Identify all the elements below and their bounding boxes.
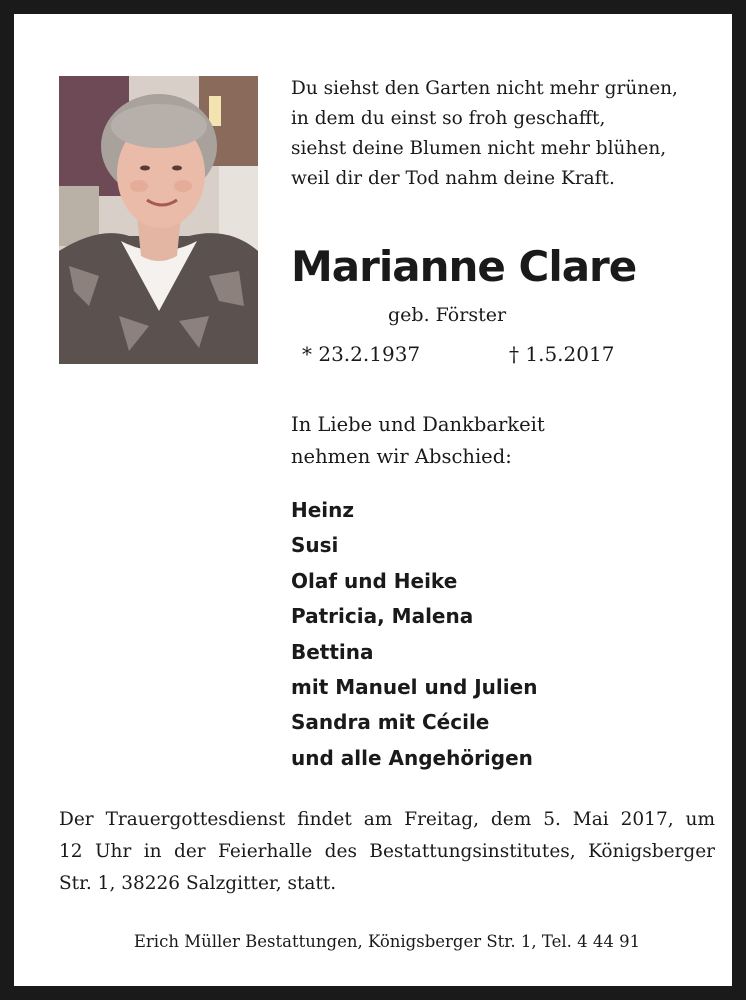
service-announcement	[59, 804, 715, 900]
birth-date: * 23.2.1937	[302, 342, 421, 366]
farewell-line: nehmen wir Abschied:	[291, 445, 512, 468]
mourner-entry: mit Manuel und Julien	[291, 675, 538, 700]
mourner-entry: und alle Angehörigen	[291, 745, 533, 770]
mourner-entry: Bettina	[291, 639, 374, 664]
poem-line: Du siehst den Garten nicht mehr grünen,	[291, 78, 678, 99]
birth-name: geb. Förster	[388, 304, 507, 326]
mourner-entry: Heinz	[291, 498, 355, 522]
mourner-entry: Olaf und Heike	[291, 568, 458, 593]
mourners-list	[291, 493, 537, 776]
poem-line: siehst deine Blumen nicht mehr blühen,	[291, 138, 667, 159]
deceased-name: Marianne Clare	[291, 242, 637, 291]
poem-line: weil dir der Tod nahm deine Kraft.	[291, 168, 615, 189]
mourner-entry: Susi	[291, 533, 339, 558]
death-date: † 1.5.2017	[509, 342, 615, 366]
portrait-image	[59, 76, 258, 364]
mourner-entry: Patricia, Malena	[291, 604, 474, 629]
farewell-line: In Liebe und Dankbarkeit	[291, 413, 545, 436]
service-line: Str. 1, 38226 Salzgitter, statt.	[59, 873, 337, 894]
poem	[291, 74, 678, 194]
mourner-entry: Sandra mit Cécile	[291, 710, 490, 735]
service-line: Der Trauergottesdienst findet am Freitag, dem 5. Mai 2017, um	[59, 809, 715, 830]
service-line: 12 Uhr in der Feierhalle des Bestattungsinstitutes, Königsberger	[59, 841, 715, 862]
poem-line: in dem du einst so froh geschafft,	[291, 108, 606, 129]
portrait-photo	[59, 76, 258, 364]
undertaker-info: Erich Müller Bestattungen, Königsberger Str. 1, Tel. 4 44 91	[133, 932, 641, 951]
farewell-text	[291, 409, 545, 473]
